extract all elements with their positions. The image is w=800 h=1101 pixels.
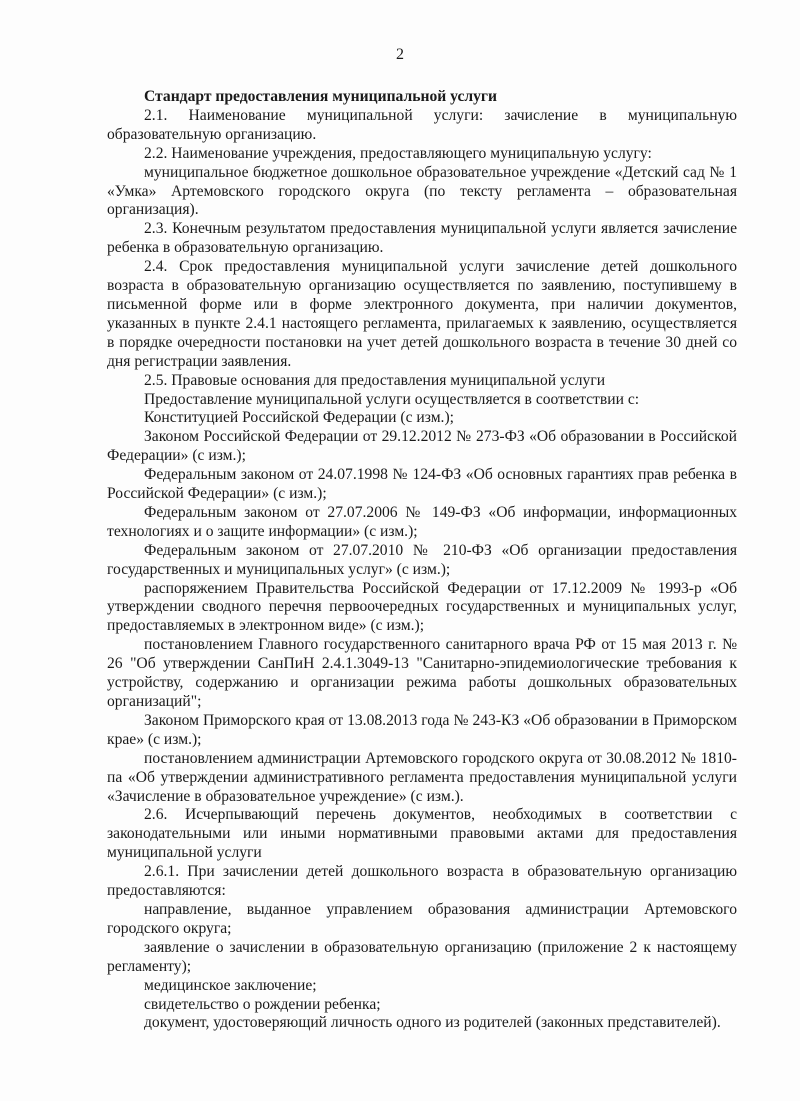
paragraph-constitution: Конституцией Российской Федерации (с изм.); [144,409,454,427]
paragraph-law-243: Законом Приморского края от 13.08.2013 года № 243-КЗ «Об образовании в Приморском крае» (с изм.); [107,711,737,748]
paragraph-institution: муниципальное бюджетное дошкольное образовательное учреждение «Детский сад № 1 «Умка» Артемовского городского округа (по тексту регламента – образовательная организация). [107,163,737,219]
list-item-application: заявление о зачислении в образовательную организацию (приложение 2 к настоящему регламенту); [107,938,737,975]
paragraph-2-6-1: 2.6.1. При зачислении детей дошкольного возраста в образовательную организацию предоставляются: [107,863,737,900]
paragraph-2-6: 2.6. Исчерпывающий перечень документов, необходимых в соответствии с законодательными или иными нормативными правовыми актами для предоставления муниципальной услуги [107,806,737,862]
paragraph-law-210: Федеральным законом от 27.07.2010 № 210-ФЗ «Об организации предоставления государственных и муниципальных услуг» (с изм.); [107,541,737,578]
list-item-medical: медицинское заключение; [144,976,317,994]
list-item-identity-document: документ, удостоверяющий личность одного из родителей (законных представителей). [144,1014,721,1032]
list-item-birth-certificate: свидетельство о рождении ребенка; [144,995,381,1013]
paragraph-2-3: 2.3. Конечным результатом предоставления муниципальной услуги является зачисление ребенка в образовательную организацию. [107,220,737,257]
list-item-referral: направление, выданное управлением образования администрации Артемовского городского округа; [107,900,737,937]
paragraph-2-4: 2.4. Срок предоставления муниципальной услуги зачисление детей дошкольного возраста в образовательную организацию осуществляется по заявлению, поступившему в письменной форме или в форме электронного документа, при наличии документов, указанных в пункте 2.4.1 настоящего регламента, прилагаемых к заявлению, осуществляется в порядке очередности постановки на учет детей дошкольного возраста в течение 30 дней со дня регистрации заявления. [107,258,737,370]
paragraph-legal-intro: Предоставление муниципальной услуги осуществляется в соответствии с: [144,390,640,408]
document-body [107,88,737,1033]
paragraph-law-273: Законом Российской Федерации от 29.12.2012 № 273-ФЗ «Об образовании в Российской Федерации» (с изм.); [107,428,737,465]
paragraph-sanpin: постановлением Главного государственного санитарного врача РФ от 15 мая 2013 г. № 26 "Об утверждении СанПиН 2.4.1.3049-13 "Санитарно-эпидемиологические требования к устройству, содержанию и организации режима работы дошкольных образовательных организаций"; [107,636,737,710]
paragraph-law-124: Федеральным законом от 24.07.1998 № 124-ФЗ «Об основных гарантиях прав ребенка в Российской Федерации» (с изм.); [107,466,737,503]
page-number: 2 [396,46,404,63]
paragraph-2-5: 2.5. Правовые основания для предоставления муниципальной услуги [144,371,606,389]
paragraph-order-1993: распоряжением Правительства Российской Федерации от 17.12.2009 № 1993-р «Об утверждении сводного перечня первоочередных государственных и муниципальных услуг, предоставляемых в электронном виде» (с изм.); [107,579,737,635]
paragraph-law-149: Федеральным законом от 27.07.2006 № 149-ФЗ «Об информации, информационных технологиях и о защите информации» (с изм.); [107,503,737,540]
paragraph-2-1: 2.1. Наименование муниципальной услуги: зачисление в муниципальную образовательную организацию. [107,106,737,143]
paragraph-resolution-1810: постановлением администрации Артемовского городского округа от 30.08.2012 № 1810-па «Об утверждении административного регламента предоставления муниципальной услуги «Зачисление в образовательное учреждение» (с изм.). [107,749,737,805]
paragraph-2-2: 2.2. Наименование учреждения, предоставляющего муниципальную услугу: [144,144,652,162]
section-heading: Стандарт предоставления муниципальной услуги [144,88,497,105]
